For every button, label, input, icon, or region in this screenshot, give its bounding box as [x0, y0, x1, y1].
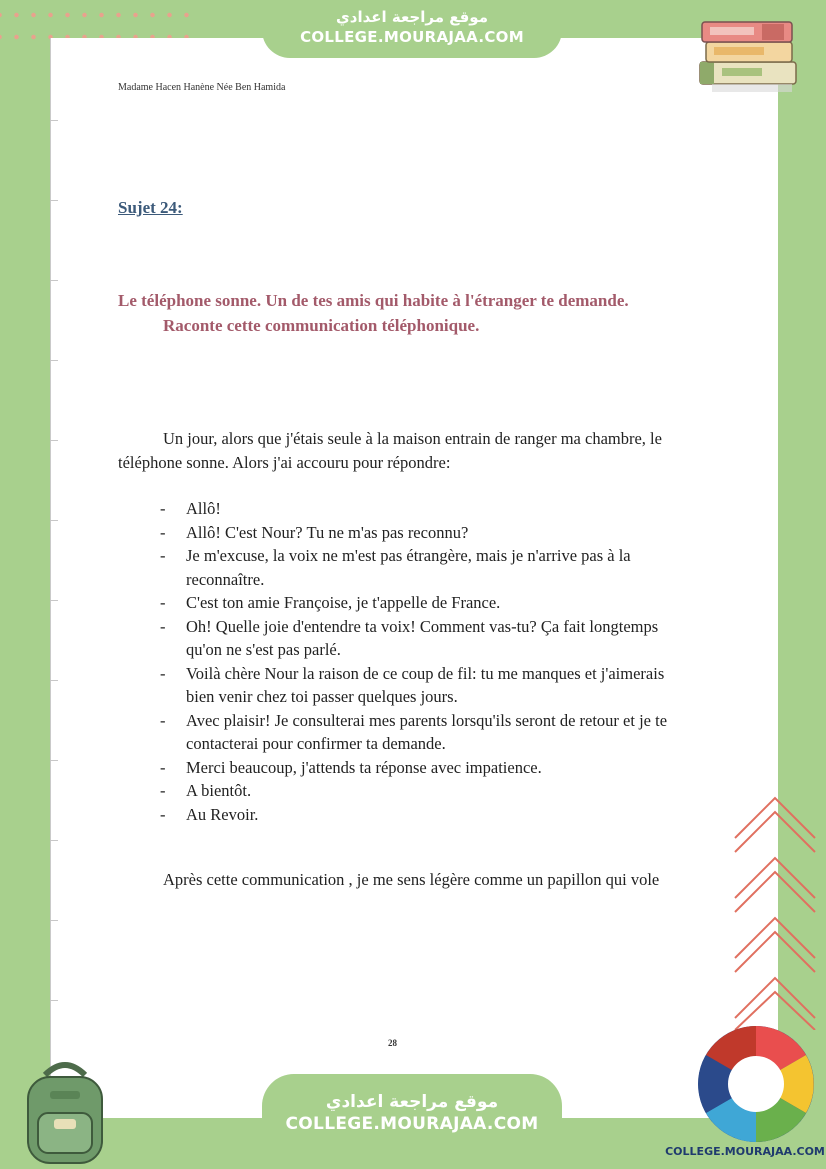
margin-tick — [50, 360, 58, 361]
dialogue-line: - C'est ton amie Françoise, je t'appelle de France. — [160, 591, 680, 615]
dialogue-line: - Voilà chère Nour la raison de ce coup de fil: tu me manques et j'aimerais bien venir chez toi passer quelques jours. — [160, 662, 680, 709]
prompt-line-2: Raconte cette communication téléphonique. — [163, 316, 480, 335]
footer-site-url[interactable]: COLLEGE.MOURAJAA.COM — [285, 1114, 539, 1134]
subject-title: Sujet 24: — [118, 198, 183, 217]
margin-tick — [50, 280, 58, 281]
dialogue-line: - Au Revoir. — [160, 803, 680, 827]
margin-tick — [50, 440, 58, 441]
prompt-line-1: Le téléphone sonne. Un de tes amis qui habite à l'étranger te demande. — [118, 291, 629, 310]
dialogue-line: - Oh! Quelle joie d'entendre ta voix! Comment vas-tu? Ça fait longtemps qu'on ne s'est pas parlé. — [160, 615, 680, 662]
header-site-url[interactable]: COLLEGE.MOURAJAA.COM — [300, 28, 524, 46]
margin-tick — [50, 520, 58, 521]
footer-banner — [262, 1074, 562, 1169]
chevron-up-icon — [730, 790, 820, 1030]
dialogue-list — [160, 497, 680, 826]
margin-tick — [50, 680, 58, 681]
footer-arabic-title: موقع مراجعة اعدادي — [325, 1092, 499, 1112]
brand-logo-text: COLLEGE.MOURAJAA.COM — [665, 1145, 825, 1158]
header-banner — [262, 0, 562, 58]
dialogue-line: - Merci beaucoup, j'attends ta réponse avec impatience. — [160, 756, 680, 780]
backpack-icon — [10, 1055, 120, 1165]
margin-tick — [50, 920, 58, 921]
writing-prompt — [118, 288, 638, 338]
dialogue-line: - Allô! C'est Nour? Tu ne m'as pas reconnu? — [160, 521, 680, 545]
dialogue-line: - A bientôt. — [160, 779, 680, 803]
subjects-wheel-logo — [694, 1022, 818, 1146]
margin-tick — [50, 760, 58, 761]
intro-paragraph: Un jour, alors que j'étais seule à la maison entrain de ranger ma chambre, le téléphone sonne. Alors j'ai accouru pour répondre: — [118, 429, 662, 472]
margin-tick — [50, 120, 58, 121]
margin-tick — [50, 200, 58, 201]
books-icon — [692, 12, 802, 102]
dialogue-line: - Allô! — [160, 497, 680, 521]
dialogue-line: - Avec plaisir! Je consulterai mes parents lorsqu'ils seront de retour et je te contacterai pour confirmer ta demande. — [160, 709, 680, 756]
margin-tick — [50, 600, 58, 601]
conclusion-paragraph: Après cette communication , je me sens légère comme un papillon qui vole — [163, 870, 660, 889]
margin-tick — [50, 1000, 58, 1001]
dialogue-line: - Je m'excuse, la voix ne m'est pas étrangère, mais je n'arrive pas à la reconnaître. — [160, 544, 680, 591]
page-number: 28 — [388, 1038, 397, 1048]
header-arabic-title: موقع مراجعة اعدادي — [336, 8, 488, 26]
margin-tick — [50, 840, 58, 841]
author-name: Madame Hacen Hanène Née Ben Hamida — [118, 82, 286, 93]
